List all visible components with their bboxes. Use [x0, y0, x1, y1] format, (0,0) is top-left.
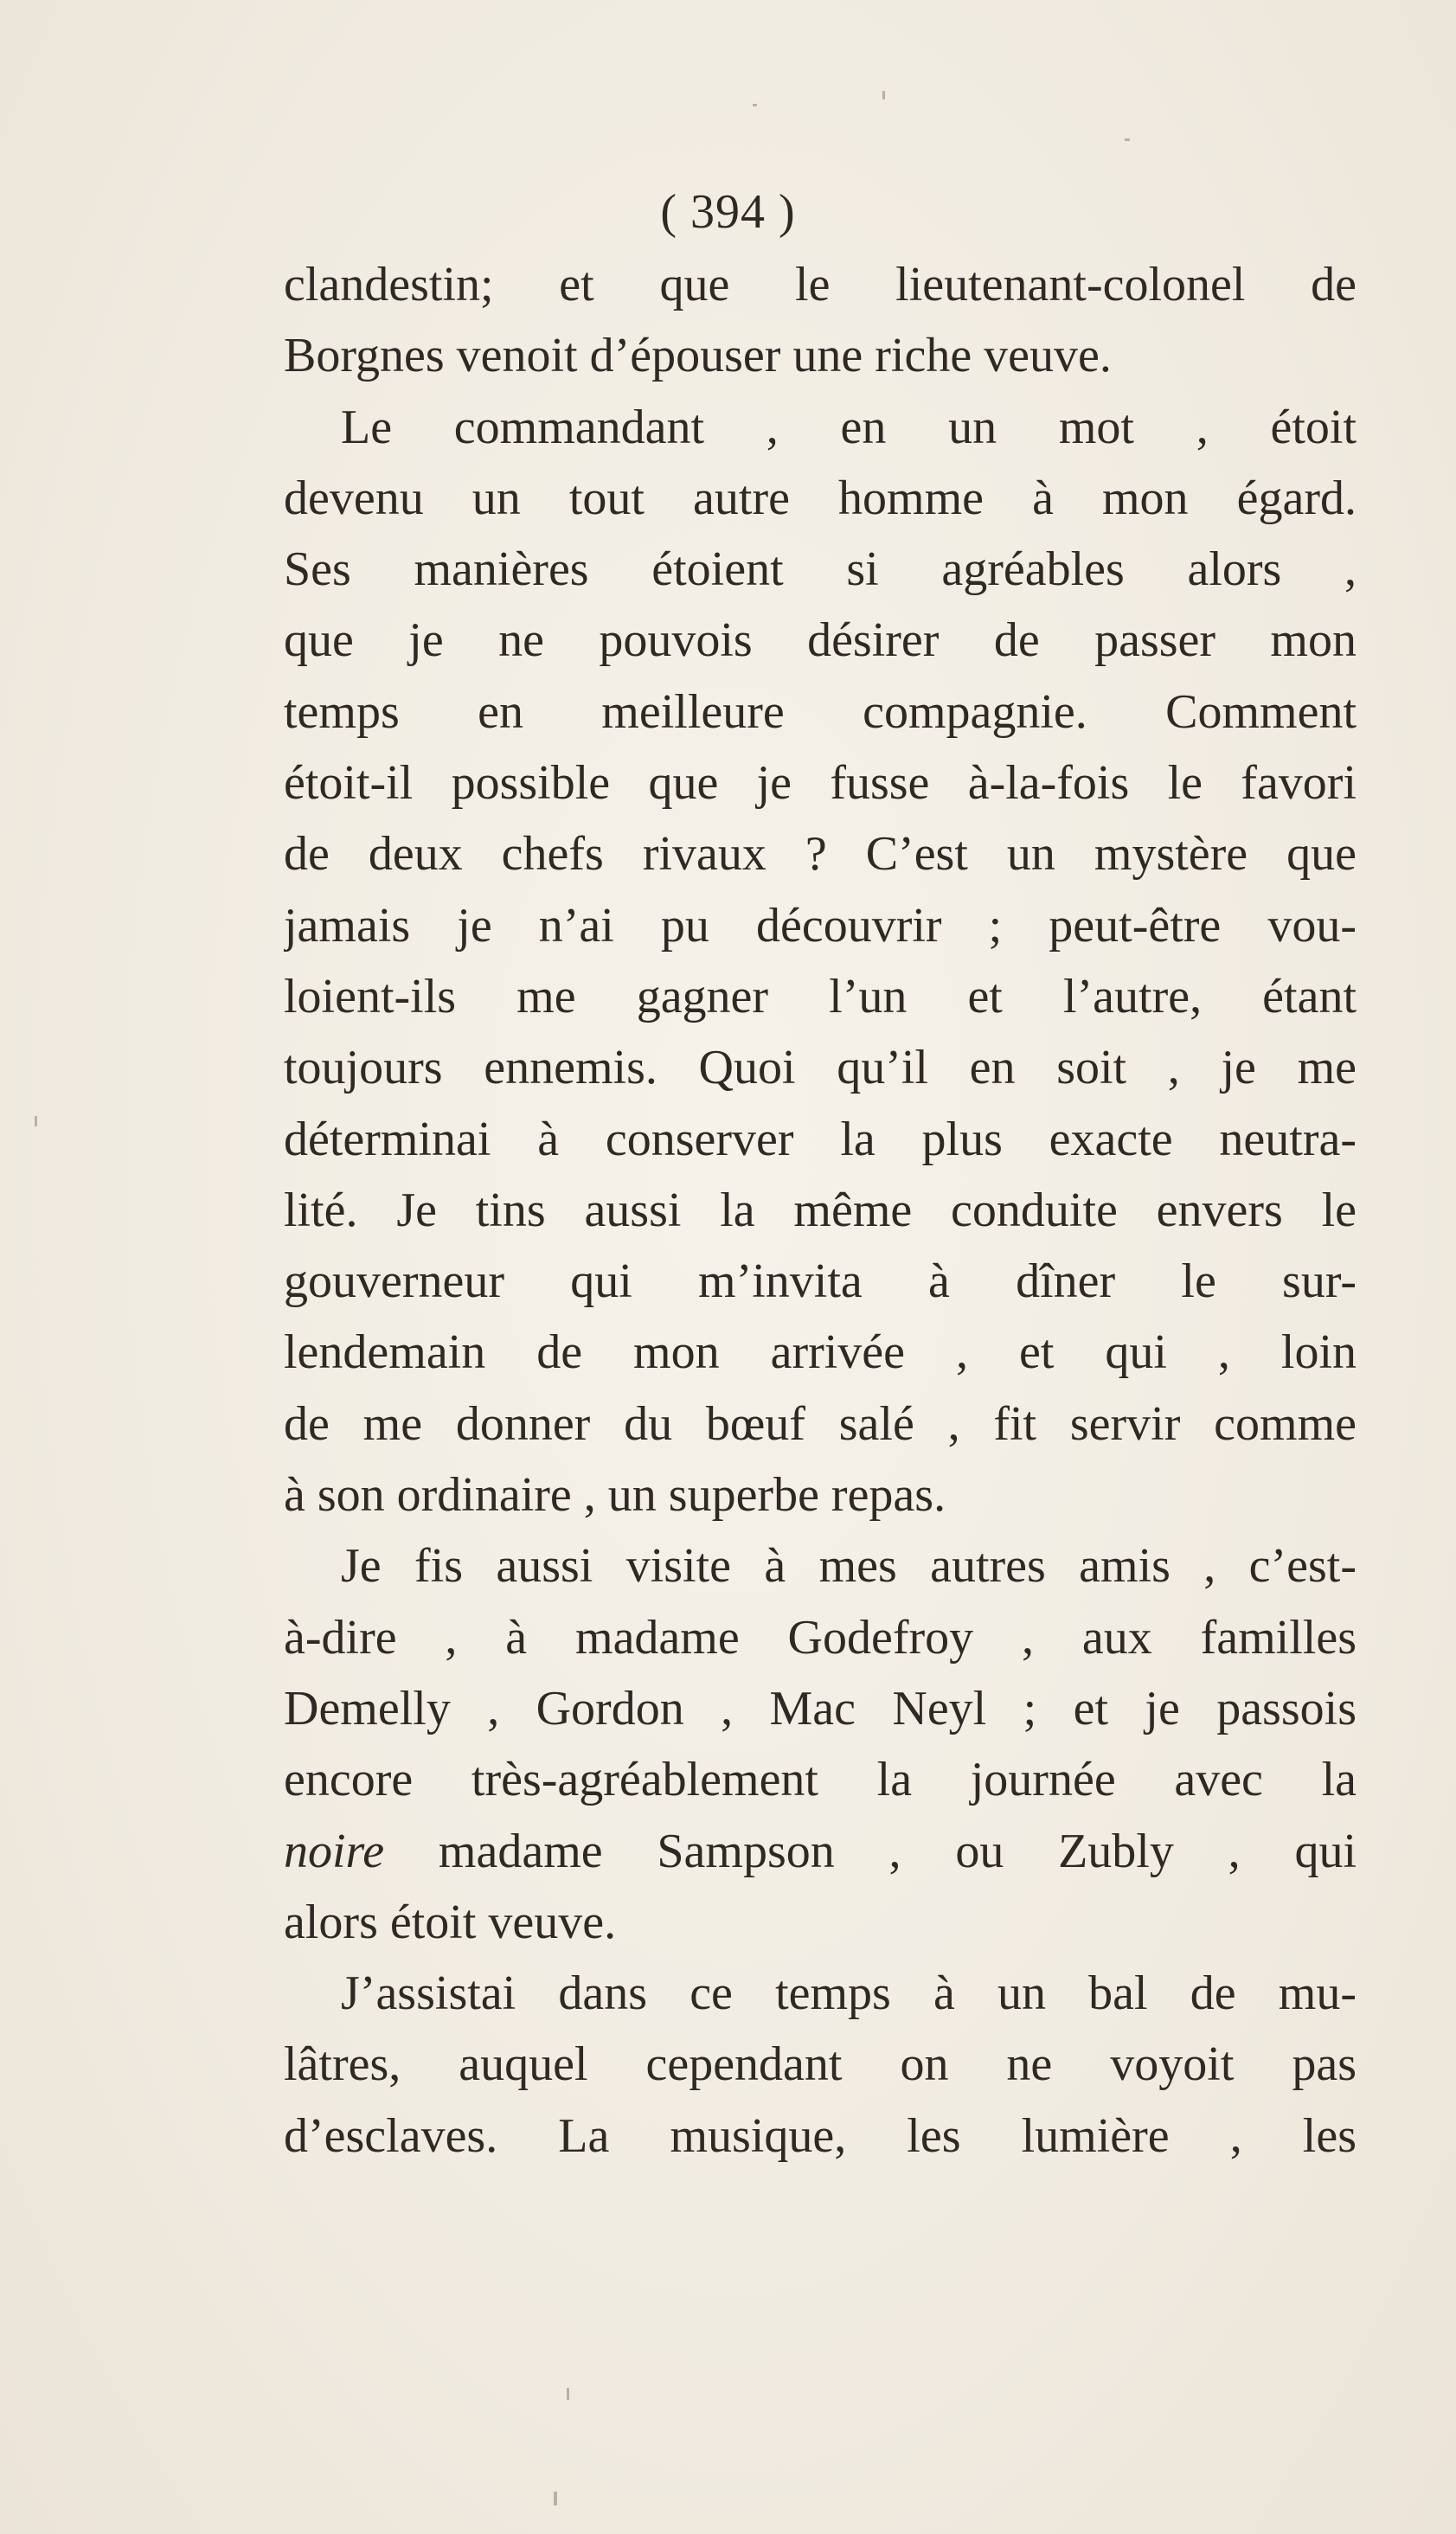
text-line: à-dire , à madame Godefroy , aux familles [284, 1610, 1357, 1665]
paper-speck [1125, 138, 1130, 141]
text-line: J’assistai dans ce temps à un bal de mu- [341, 1966, 1357, 2021]
text-line: lendemain de mon arrivée , et qui , loin [284, 1325, 1357, 1380]
text-line: que je ne pouvois désirer de passer mon [284, 613, 1357, 668]
paper-speck [882, 91, 885, 99]
text-line-rest: madame Sampson , ou Zubly , qui [384, 1824, 1357, 1878]
text-line: temps en meilleure compagnie. Comment [284, 684, 1357, 739]
text-line: gouverneur qui m’invita à dîner le sur- [284, 1254, 1357, 1309]
italic-word: noire [284, 1824, 385, 1878]
text-line: lité. Je tins aussi la même conduite envers le [284, 1183, 1357, 1237]
text-line: alors étoit veuve. [284, 1895, 617, 1949]
text-line: déterminai à conserver la plus exacte neutra- [284, 1112, 1357, 1166]
text-line: toujours ennemis. Quoi qu’il en soit , je me [284, 1041, 1357, 1095]
text-line: à son ordinaire , un superbe repas. [284, 1468, 946, 1523]
text-line: Je fis aussi visite à mes autres amis , c’est- [341, 1539, 1357, 1594]
text-line: jamais je n’ai pu découvrir ; peut-être vou- [284, 898, 1357, 953]
body-text [284, 249, 1357, 2172]
paper-speck [753, 104, 757, 106]
paper-speck [567, 2388, 569, 2400]
text-line: Borgnes venoit d’épouser une riche veuve. [284, 329, 1112, 383]
text-line: Demelly , Gordon , Mac Neyl ; et je passois [284, 1681, 1357, 1735]
text-line: devenu un tout autre homme à mon égard. [284, 471, 1357, 525]
text-line [284, 1816, 1357, 1887]
text-line: loient-ils me gagner l’un et l’autre, étant [284, 969, 1357, 1023]
text-line: de me donner du bœuf salé , fit servir comme [284, 1396, 1357, 1451]
text-line: d’esclaves. La musique, les lumière , les [284, 2108, 1357, 2163]
text-line: encore très-agréablement la journée avec la [284, 1753, 1357, 1807]
text-line: étoit-il possible que je fusse à-la-fois le favori [284, 756, 1357, 811]
paper-speck [554, 2492, 557, 2505]
text-line: Ses manières étoient si agréables alors , [284, 542, 1357, 597]
text-line: clandestin; et que le lieutenant-colonel de [284, 258, 1357, 311]
text-line: de deux chefs rivaux ? C’est un mystère que [284, 827, 1357, 882]
paper-speck [35, 1116, 37, 1126]
text-line: Le commandant , en un mot , étoit [341, 400, 1357, 454]
page-number: ( 394 ) [660, 185, 796, 239]
text-line: lâtres, auquel cependant on ne voyoit pas [284, 2037, 1357, 2092]
